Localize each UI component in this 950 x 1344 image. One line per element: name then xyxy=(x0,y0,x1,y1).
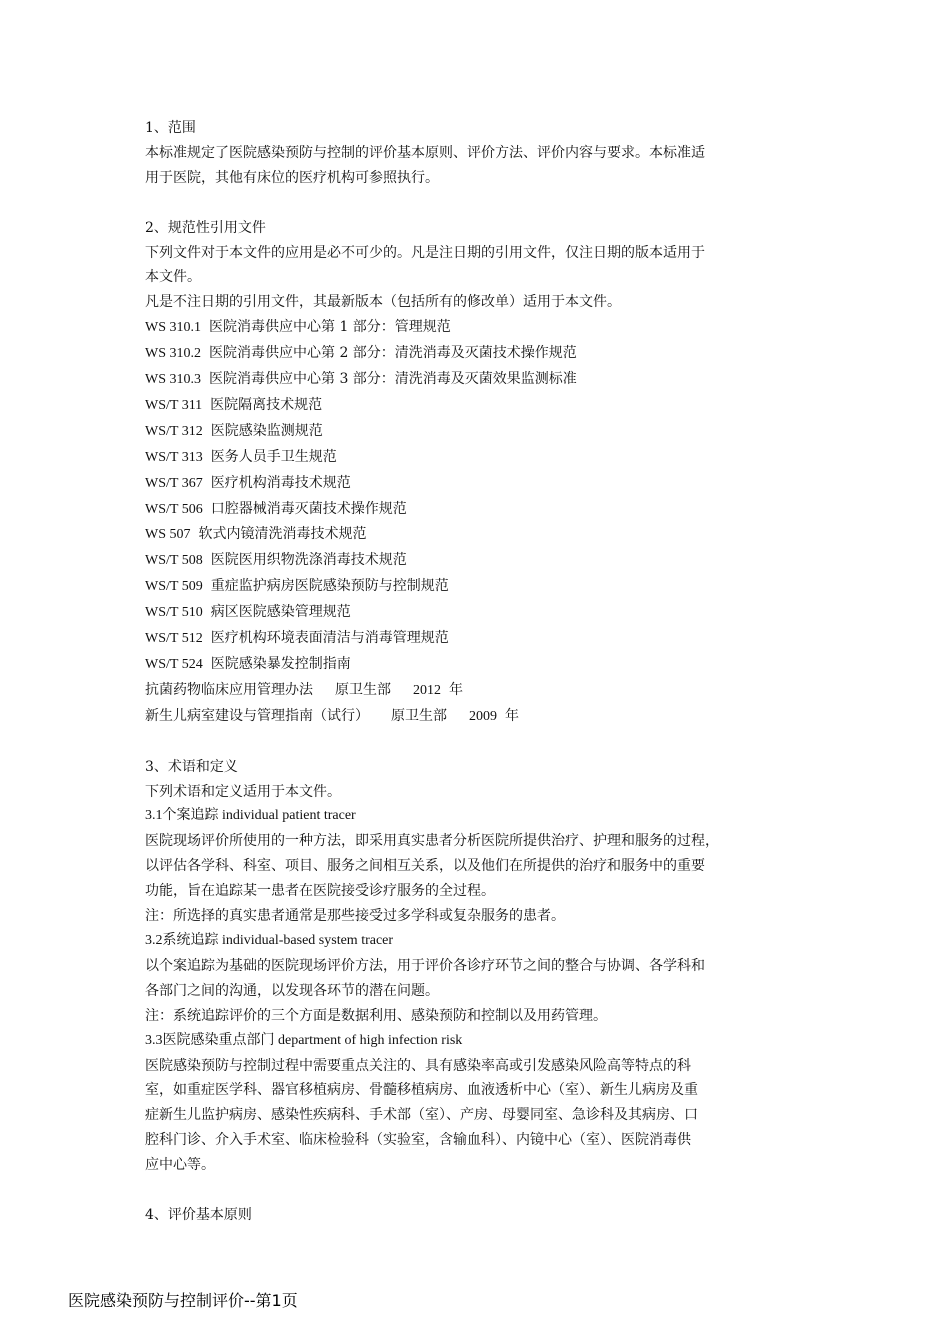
reference-item xyxy=(145,419,815,445)
reference-code: WS/T 524 xyxy=(145,657,203,673)
reference-item xyxy=(145,497,815,523)
reference-code: WS/T 311 xyxy=(145,397,203,413)
reference-item xyxy=(145,367,815,393)
reference-item xyxy=(145,522,815,548)
reference-code: WS/T 509 xyxy=(145,579,203,595)
reference-item xyxy=(145,393,815,419)
paragraph-line: 医院现场评价所使用的一种方法，即采用真实患者分析医院所提供治疗、护理和服务的过程， xyxy=(145,833,719,850)
paragraph-line: 本标准规定了医院感染预防与控制的评价基本原则、评价方法、评价内容与要求。本标准适 xyxy=(145,144,705,161)
section-heading-basic-principles: 4、评价基本原则 xyxy=(145,1206,252,1223)
document-body xyxy=(145,116,815,1228)
reference-title: 病区医院感染管理规范 xyxy=(210,604,351,621)
regulation-org: 原卫生部 xyxy=(335,681,391,698)
reference-title: 医院消毒供应中心第 3 部分：清洗消毒及灭菌效果监测标准 xyxy=(209,371,577,388)
paragraph-line: 室，如重症医学科、器官移植病房、骨髓移植病房、血液透析中心（室）、新生儿病房及重 xyxy=(145,1082,698,1099)
reference-item xyxy=(145,626,815,652)
reference-code: WS/T 512 xyxy=(145,631,203,647)
reference-item xyxy=(145,341,815,367)
reference-title: 医院感染暴发控制指南 xyxy=(210,656,351,673)
regulation-org: 原卫生部 xyxy=(391,707,447,724)
reference-code: WS/T 506 xyxy=(145,501,203,517)
paragraph-line: 下列术语和定义适用于本文件。 xyxy=(145,783,341,800)
section-heading-scope: 1、范围 xyxy=(145,120,196,136)
regulation-title: 抗菌药物临床应用管理办法 xyxy=(145,681,313,698)
reference-item xyxy=(145,652,815,678)
paragraph-line: 症新生儿监护病房、感染性疾病科、手术部（室）、产房、母婴同室、急诊科及其病房、口 xyxy=(145,1107,698,1124)
reference-code: WS/T 312 xyxy=(145,423,203,439)
section-heading-terms-definitions: 3、术语和定义 xyxy=(145,758,238,775)
reference-title: 软式内镜清洗消毒技术规范 xyxy=(198,526,367,543)
section-heading-normative-references: 2、规范性引用文件 xyxy=(145,219,266,236)
paragraph-line: 功能，旨在追踪某一患者在医院接受诊疗服务的全过程。 xyxy=(145,883,495,900)
reference-title: 医院消毒供应中心第 2 部分：清洗消毒及灭菌技术操作规范 xyxy=(209,345,577,362)
reference-item xyxy=(145,445,815,471)
reference-title: 医院医用织物洗涤消毒技术规范 xyxy=(210,552,407,569)
reference-code: WS/T 508 xyxy=(145,553,203,569)
reference-item xyxy=(145,315,815,341)
paragraph-line: 本文件。 xyxy=(145,269,201,286)
paragraph-line: 以评估各学科、科室、项目、服务之间相互关系，以及他们在所提供的治疗和服务中的重要 xyxy=(145,858,705,875)
regulation-year: 2012 xyxy=(413,682,441,698)
reference-title: 医院消毒供应中心第 1 部分：管理规范 xyxy=(209,319,451,336)
reference-item xyxy=(145,471,815,497)
regulation-item xyxy=(145,704,815,730)
term-note: 注：所选择的真实患者通常是那些接受过多学科或复杂服务的患者。 xyxy=(145,908,565,925)
paragraph-line: 下列文件对于本文件的应用是必不可少的。凡是注日期的引用文件，仅注日期的版本适用于 xyxy=(145,244,705,261)
paragraph-line: 凡是不注日期的引用文件，其最新版本（包括所有的修改单）适用于本文件。 xyxy=(145,294,621,311)
reference-title: 医院隔离技术规范 xyxy=(210,396,323,413)
paragraph-line: 各部门之间的沟通，以发现各环节的潜在问题。 xyxy=(145,982,439,999)
paragraph-line: 医院感染预防与控制过程中需要重点关注的、具有感染率高或引发感染风险高等特点的科 xyxy=(145,1057,691,1074)
term-heading: 3.1个案追踪 individual patient tracer xyxy=(145,808,356,824)
term-heading: 3.3医院感染重点部门 department of high infection risk xyxy=(145,1032,463,1048)
reference-code: WS/T 367 xyxy=(145,475,203,491)
reference-item xyxy=(145,548,815,574)
reference-title: 医疗机构消毒技术规范 xyxy=(210,474,351,491)
reference-title: 医院感染监测规范 xyxy=(210,422,323,439)
reference-code: WS 310.3 xyxy=(145,372,201,388)
paragraph-line: 腔科门诊、介入手术室、临床检验科（实验室，含输血科）、内镜中心（室）、医院消毒供 xyxy=(145,1132,691,1149)
paragraph-line: 应中心等。 xyxy=(145,1157,215,1174)
term-heading: 3.2系统追踪 individual-based system tracer xyxy=(145,932,394,948)
regulation-year-unit: 年 xyxy=(449,681,463,698)
reference-title: 医务人员手卫生规范 xyxy=(210,448,337,465)
regulation-year: 2009 xyxy=(469,708,497,724)
paragraph-line: 用于医院，其他有床位的医疗机构可参照执行。 xyxy=(145,169,439,186)
reference-title: 重症监护病房医院感染预防与控制规范 xyxy=(210,578,449,595)
regulation-title: 新生儿病室建设与管理指南（试行） xyxy=(145,707,369,724)
reference-code: WS/T 510 xyxy=(145,605,203,621)
page-footer: 医院感染预防与控制评价--第1页 xyxy=(68,1291,298,1310)
reference-item xyxy=(145,574,815,600)
regulation-year-unit: 年 xyxy=(505,707,519,724)
reference-code: WS 310.2 xyxy=(145,346,201,362)
reference-title: 口腔器械消毒灭菌技术操作规范 xyxy=(210,500,407,517)
paragraph-line: 以个案追踪为基础的医院现场评价方法，用于评价各诊疗环节之间的整合与协调、各学科和 xyxy=(145,957,705,974)
reference-item xyxy=(145,600,815,626)
reference-code: WS 507 xyxy=(145,527,191,543)
reference-code: WS 310.1 xyxy=(145,320,201,336)
term-note: 注：系统追踪评价的三个方面是数据利用、感染预防和控制以及用药管理。 xyxy=(145,1007,607,1024)
regulation-item xyxy=(145,678,815,704)
reference-code: WS/T 313 xyxy=(145,449,203,465)
reference-title: 医疗机构环境表面清洁与消毒管理规范 xyxy=(210,630,449,647)
